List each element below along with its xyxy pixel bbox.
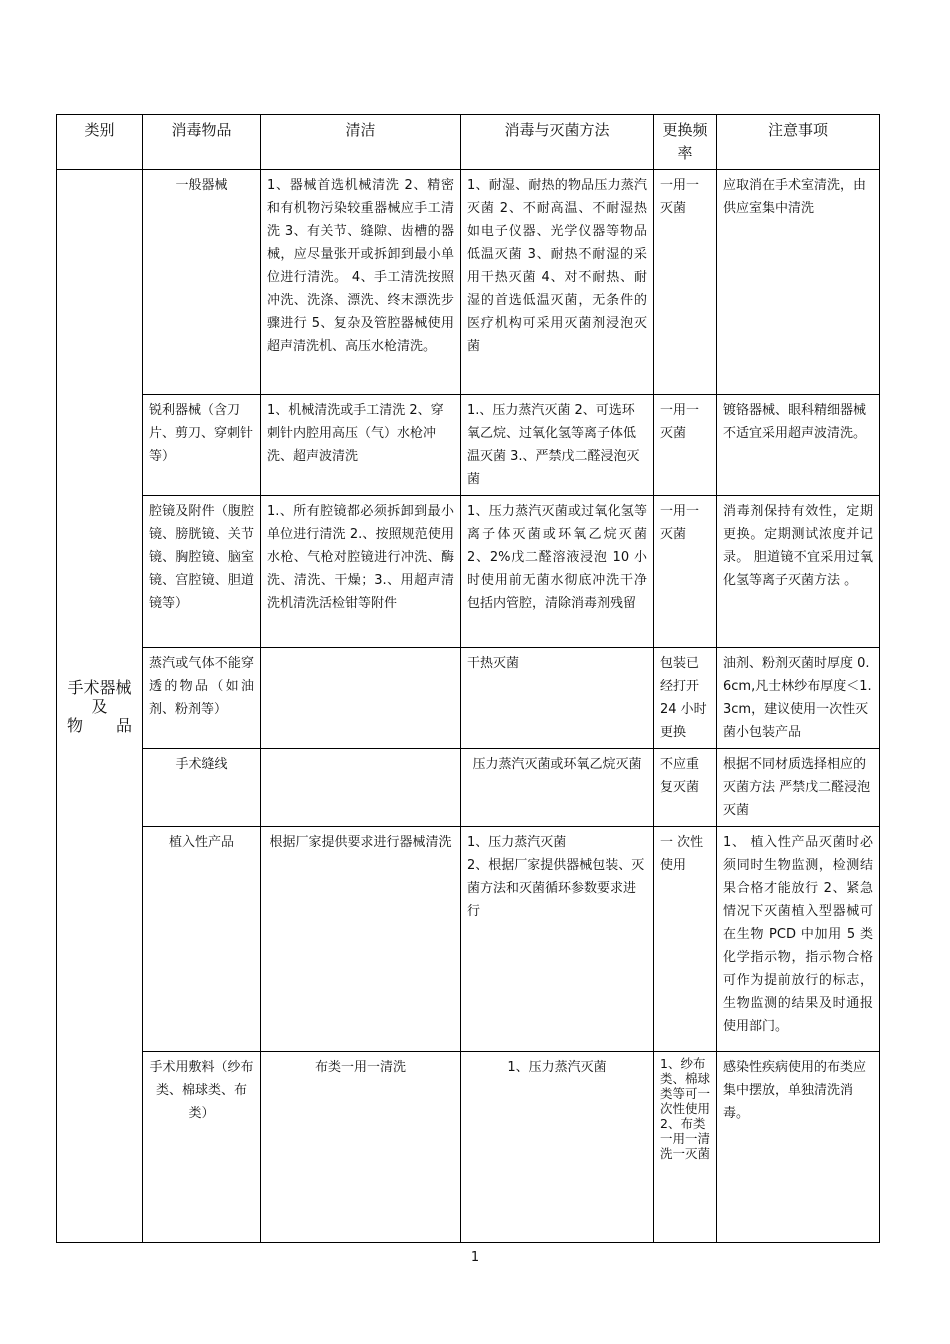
item-cell: 一般器械 <box>143 170 261 395</box>
frequency-cell: 一用一灭菌 <box>654 395 717 496</box>
page-number: 1 <box>470 1250 480 1265</box>
cleaning-cell: 1、器械首选机械清洗 2、精密和有机物污染较重器械应手工清洗 3、有关节、缝隙、齿槽的器械，应尽量张开或拆卸到最小单位进行清洗。 4、手工清洗按照冲洗、洗涤、漂洗、终末漂洗步骤进行 5、复杂及管腔器械使用超声清洗机、高压水枪清洗。 <box>261 170 461 395</box>
method-line-1: 1、压力蒸汽灭菌 <box>467 835 567 850</box>
item-cell: 锐利器械（含刀片、剪刀、穿刺针等） <box>143 395 261 496</box>
category-cell <box>57 170 143 1243</box>
method-line-2: 2、根据厂家提供器械包装、灭菌方法和灭菌循环参数要求进行 <box>467 858 645 919</box>
frequency-cell: 一用一灭菌 <box>654 170 717 395</box>
notes-cell: 油剂、粉剂灭菌时厚度 0.6cm,凡士林纱布厚度＜1.3cm，建议使用一次性灭菌小包装产品 <box>717 648 880 749</box>
frequency-cell: 包装已经打开 24 小时更换 <box>654 648 717 749</box>
method-cell: 1、耐湿、耐热的物品压力蒸汽灭菌 2、不耐高温、不耐湿热如电子仪器、光学仪器等物品低温灭菌 3、耐热不耐湿的采用干热灭菌 4、对不耐热、耐湿的首选低温灭菌，无条件的医疗机构可采用灭菌剂浸泡灭菌 <box>461 170 654 395</box>
category-label-line3a: 物 <box>67 715 84 735</box>
frequency-cell: 一用一灭菌 <box>654 496 717 648</box>
table-row <box>57 827 880 1052</box>
method-cell: 干热灭菌 <box>461 648 654 749</box>
table-row <box>57 648 880 749</box>
notes-cell: 应取消在手术室清洗，由供应室集中清洗 <box>717 170 880 395</box>
frequency-cell: 不应重复灭菌 <box>654 749 717 827</box>
cleaning-cell: 1、机械清洗或手工清洗 2、穿刺针内腔用高压（气）水枪冲洗、超声波清洗 <box>261 395 461 496</box>
item-cell: 手术缝线 <box>143 749 261 827</box>
frequency-cell: 1、纱布类、棉球类等可一次性使用 2、布类一用一清洗一灭菌 <box>654 1052 717 1243</box>
header-category: 类别 <box>57 115 143 170</box>
category-label-line3b: 品 <box>115 715 132 735</box>
header-item: 消毒物品 <box>143 115 261 170</box>
header-notes: 注意事项 <box>717 115 880 170</box>
disinfection-table <box>56 114 880 1243</box>
method-cell: 1、压力蒸汽灭菌或过氧化氢等离子体灭菌或环氧乙烷灭菌 2、2%戊二醛溶液浸泡 10 小时使用前无菌水彻底冲洗干净包括内管腔，清除消毒剂残留 <box>461 496 654 648</box>
cleaning-cell <box>261 648 461 749</box>
method-cell <box>461 827 654 1052</box>
notes-cell: 1、 植入性产品灭菌时必须同时生物监测，检测结果合格才能放行 2、紧急情况下灭菌植入型器械可在生物 PCD 中加用 5 类化学指示物，指示物合格可作为提前放行的标志，生物监测的结果及时通报使用部门。 <box>717 827 880 1052</box>
cleaning-cell: 1.、所有腔镜都必须拆卸到最小单位进行清洗 2.、按照规范使用水枪、气枪对腔镜进行冲洗、酶洗、清洗、干燥；3.、用超声清洗机清洗活检钳等附件 <box>261 496 461 648</box>
notes-cell: 消毒剂保持有效性，定期更换。定期测试浓度并记录。 胆道镜不宜采用过氧化氢等离子灭菌方法 。 <box>717 496 880 648</box>
table-row <box>57 395 880 496</box>
method-cell: 1、压力蒸汽灭菌 <box>461 1052 654 1243</box>
table-row <box>57 496 880 648</box>
item-cell: 植入性产品 <box>143 827 261 1052</box>
item-cell: 蒸汽或气体不能穿透的物品（如油剂、粉剂等） <box>143 648 261 749</box>
table-row <box>57 170 880 395</box>
header-row <box>57 115 880 170</box>
category-label-line3 <box>63 716 136 735</box>
notes-cell: 镀铬器械、眼科精细器械不适宜采用超声波清洗。 <box>717 395 880 496</box>
table-row <box>57 749 880 827</box>
header-method: 消毒与灭菌方法 <box>461 115 654 170</box>
item-cell: 腔镜及附件（腹腔镜、膀胱镜、关节镜、胸腔镜、脑室镜、宫腔镜、胆道镜等） <box>143 496 261 648</box>
category-label-line1: 手术器械 <box>67 677 132 697</box>
category-label-line2: 及 <box>91 696 108 716</box>
frequency-cell: 一 次性使用 <box>654 827 717 1052</box>
header-cleaning: 清洁 <box>261 115 461 170</box>
notes-cell: 根据不同材质选择相应的灭菌方法 严禁戊二醛浸泡灭菌 <box>717 749 880 827</box>
notes-cell: 感染性疾病使用的布类应集中摆放，单独清洗消毒。 <box>717 1052 880 1243</box>
item-cell: 手术用敷料（纱布类、棉球类、布类） <box>143 1052 261 1243</box>
cleaning-cell: 布类一用一清洗 <box>261 1052 461 1243</box>
cleaning-cell: 根据厂家提供要求进行器械清洗 <box>261 827 461 1052</box>
header-frequency: 更换频率 <box>654 115 717 170</box>
cleaning-cell <box>261 749 461 827</box>
method-cell: 压力蒸汽灭菌或环氧乙烷灭菌 <box>461 749 654 827</box>
method-cell: 1.、压力蒸汽灭菌 2、可选环氧乙烷、过氧化氢等离子体低温灭菌 3.、严禁戊二醛浸泡灭菌 <box>461 395 654 496</box>
table-row <box>57 1052 880 1243</box>
